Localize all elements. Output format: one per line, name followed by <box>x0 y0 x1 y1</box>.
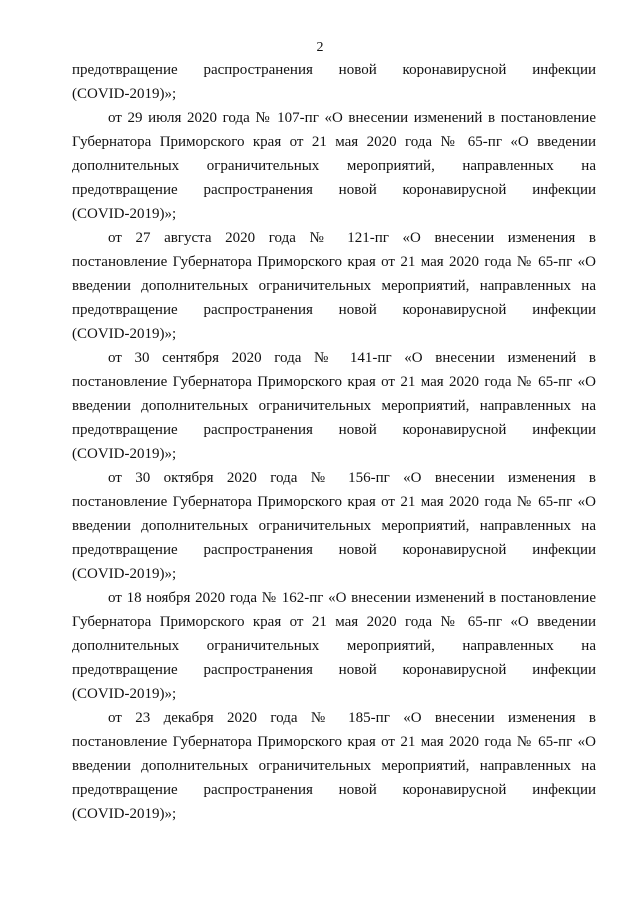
text-line: Губернатора Приморского края от 21 мая 2020 года № 65-пг «О введении <box>72 134 596 150</box>
text-line: постановление Губернатора Приморского края от 21 мая 2020 года № 65-пг «О <box>72 254 596 270</box>
paragraph-first-line: от 29 июля 2020 года № 107-пг «О внесении изменений в постановление <box>108 110 596 126</box>
text-line: введении дополнительных ограничительных мероприятий, направленных на <box>72 518 596 534</box>
text-line: Губернатора Приморского края от 21 мая 2020 года № 65-пг «О введении <box>72 614 596 630</box>
paragraph-first-line: от 30 октября 2020 года № 156-пг «О внесении изменения в <box>108 470 596 486</box>
text-line: (COVID-2019)»; <box>72 326 177 342</box>
paragraph-first-line: от 30 сентября 2020 года № 141-пг «О внесении изменений в <box>108 350 596 366</box>
text-line: предотвращение распространения новой коронавирусной инфекции <box>72 662 596 678</box>
text-line: дополнительных ограничительных мероприятий, направленных на <box>72 158 596 174</box>
text-line: (COVID-2019)»; <box>72 686 177 702</box>
text-line: (COVID-2019)»; <box>72 806 177 822</box>
text-line: предотвращение распространения новой коронавирусной инфекции <box>72 62 596 78</box>
text-line: введении дополнительных ограничительных мероприятий, направленных на <box>72 398 596 414</box>
text-line: (COVID-2019)»; <box>72 86 177 102</box>
text-line: постановление Губернатора Приморского края от 21 мая 2020 года № 65-пг «О <box>72 734 596 750</box>
text-line: постановление Губернатора Приморского края от 21 мая 2020 года № 65-пг «О <box>72 494 596 510</box>
text-line: постановление Губернатора Приморского края от 21 мая 2020 года № 65-пг «О <box>72 374 596 390</box>
text-line: введении дополнительных ограничительных мероприятий, направленных на <box>72 278 596 294</box>
paragraph-first-line: от 27 августа 2020 года № 121-пг «О внесении изменения в <box>108 230 596 246</box>
paragraph-first-line: от 18 ноября 2020 года № 162-пг «О внесении изменений в постановление <box>108 590 596 606</box>
text-line: (COVID-2019)»; <box>72 566 177 582</box>
text-line: (COVID-2019)»; <box>72 446 177 462</box>
text-line: предотвращение распространения новой коронавирусной инфекции <box>72 542 596 558</box>
text-line: (COVID-2019)»; <box>72 206 177 222</box>
paragraph-first-line: от 23 декабря 2020 года № 185-пг «О внесении изменения в <box>108 710 596 726</box>
text-line: предотвращение распространения новой коронавирусной инфекции <box>72 782 596 798</box>
text-line: введении дополнительных ограничительных мероприятий, направленных на <box>72 758 596 774</box>
text-line: дополнительных ограничительных мероприятий, направленных на <box>72 638 596 654</box>
text-line: предотвращение распространения новой коронавирусной инфекции <box>72 182 596 198</box>
text-line: предотвращение распространения новой коронавирусной инфекции <box>72 302 596 318</box>
text-line: предотвращение распространения новой коронавирусной инфекции <box>72 422 596 438</box>
document-body <box>72 58 596 826</box>
page-number: 2 <box>316 40 324 55</box>
